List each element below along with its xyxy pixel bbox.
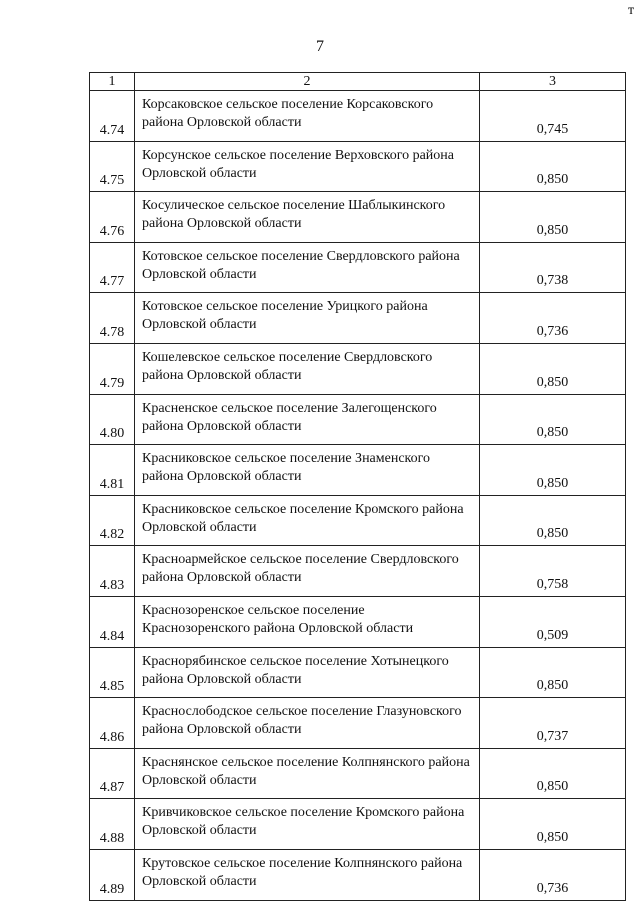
row-number: 4.76: [90, 192, 135, 243]
settlement-name: Красниковское сельское поселение Кромского района Орловской области: [135, 495, 480, 546]
coefficient-value: 0,745: [480, 91, 626, 142]
row-number: 4.87: [90, 748, 135, 799]
table-row: [90, 546, 626, 597]
table-row: [90, 293, 626, 344]
row-number: 4.85: [90, 647, 135, 698]
table-row: [90, 495, 626, 546]
settlement-name: Кошелевское сельское поселение Свердловского района Орловской области: [135, 343, 480, 394]
settlement-name: Котовское сельское поселение Урицкого района Орловской области: [135, 293, 480, 344]
header-cell-2: 2: [135, 73, 480, 91]
row-number: 4.78: [90, 293, 135, 344]
coefficient-value: 0,737: [480, 698, 626, 749]
coefficient-value: 0,850: [480, 799, 626, 850]
settlements-table: [89, 72, 626, 901]
settlement-name: Корсунское сельское поселение Верховского района Орловской области: [135, 141, 480, 192]
table-row: [90, 242, 626, 293]
header-cell-1: 1: [90, 73, 135, 91]
settlement-name: Краснорябинское сельское поселение Хотынецкого района Орловской области: [135, 647, 480, 698]
coefficient-value: 0,850: [480, 141, 626, 192]
corner-mark: т: [628, 3, 635, 18]
coefficient-value: 0,850: [480, 495, 626, 546]
coefficient-value: 0,509: [480, 596, 626, 647]
table-row: [90, 141, 626, 192]
table-row: [90, 91, 626, 142]
coefficient-value: 0,850: [480, 343, 626, 394]
settlement-name: Кривчиковское сельское поселение Кромского района Орловской области: [135, 799, 480, 850]
row-number: 4.80: [90, 394, 135, 445]
coefficient-value: 0,850: [480, 192, 626, 243]
row-number: 4.82: [90, 495, 135, 546]
settlement-name: Краснозоренское сельское поселение Краснозоренского района Орловской области: [135, 596, 480, 647]
settlement-name: Красноармейское сельское поселение Свердловского района Орловской области: [135, 546, 480, 597]
row-number: 4.89: [90, 849, 135, 900]
row-number: 4.74: [90, 91, 135, 142]
coefficient-value: 0,850: [480, 445, 626, 496]
coefficient-value: 0,736: [480, 293, 626, 344]
row-number: 4.81: [90, 445, 135, 496]
table-header-row: [90, 73, 626, 91]
table-row: [90, 698, 626, 749]
row-number: 4.86: [90, 698, 135, 749]
table-row: [90, 445, 626, 496]
settlement-name: Котовское сельское поселение Свердловского района Орловской области: [135, 242, 480, 293]
table-row: [90, 748, 626, 799]
coefficient-value: 0,738: [480, 242, 626, 293]
coefficient-value: 0,850: [480, 647, 626, 698]
table-row: [90, 343, 626, 394]
row-number: 4.75: [90, 141, 135, 192]
table-row: [90, 647, 626, 698]
table-row: [90, 192, 626, 243]
settlement-name: Красненское сельское поселение Залегощенского района Орловской области: [135, 394, 480, 445]
row-number: 4.88: [90, 799, 135, 850]
settlement-name: Краснянское сельское поселение Колпнянского района Орловской области: [135, 748, 480, 799]
table-row: [90, 849, 626, 900]
settlement-name: Красниковское сельское поселение Знаменского района Орловской области: [135, 445, 480, 496]
coefficient-value: 0,850: [480, 748, 626, 799]
settlement-name: Крутовское сельское поселение Колпнянского района Орловской области: [135, 849, 480, 900]
settlement-name: Краснослободское сельское поселение Глазуновского района Орловской области: [135, 698, 480, 749]
coefficient-value: 0,736: [480, 849, 626, 900]
coefficient-value: 0,850: [480, 394, 626, 445]
table-row: [90, 596, 626, 647]
row-number: 4.77: [90, 242, 135, 293]
row-number: 4.83: [90, 546, 135, 597]
settlement-name: Косулическое сельское поселение Шаблыкинского района Орловской области: [135, 192, 480, 243]
coefficient-value: 0,758: [480, 546, 626, 597]
table-row: [90, 394, 626, 445]
page-number: 7: [316, 38, 324, 55]
row-number: 4.79: [90, 343, 135, 394]
settlement-name: Корсаковское сельское поселение Корсаковского района Орловской области: [135, 91, 480, 142]
row-number: 4.84: [90, 596, 135, 647]
table-row: [90, 799, 626, 850]
header-cell-3: 3: [480, 73, 626, 91]
